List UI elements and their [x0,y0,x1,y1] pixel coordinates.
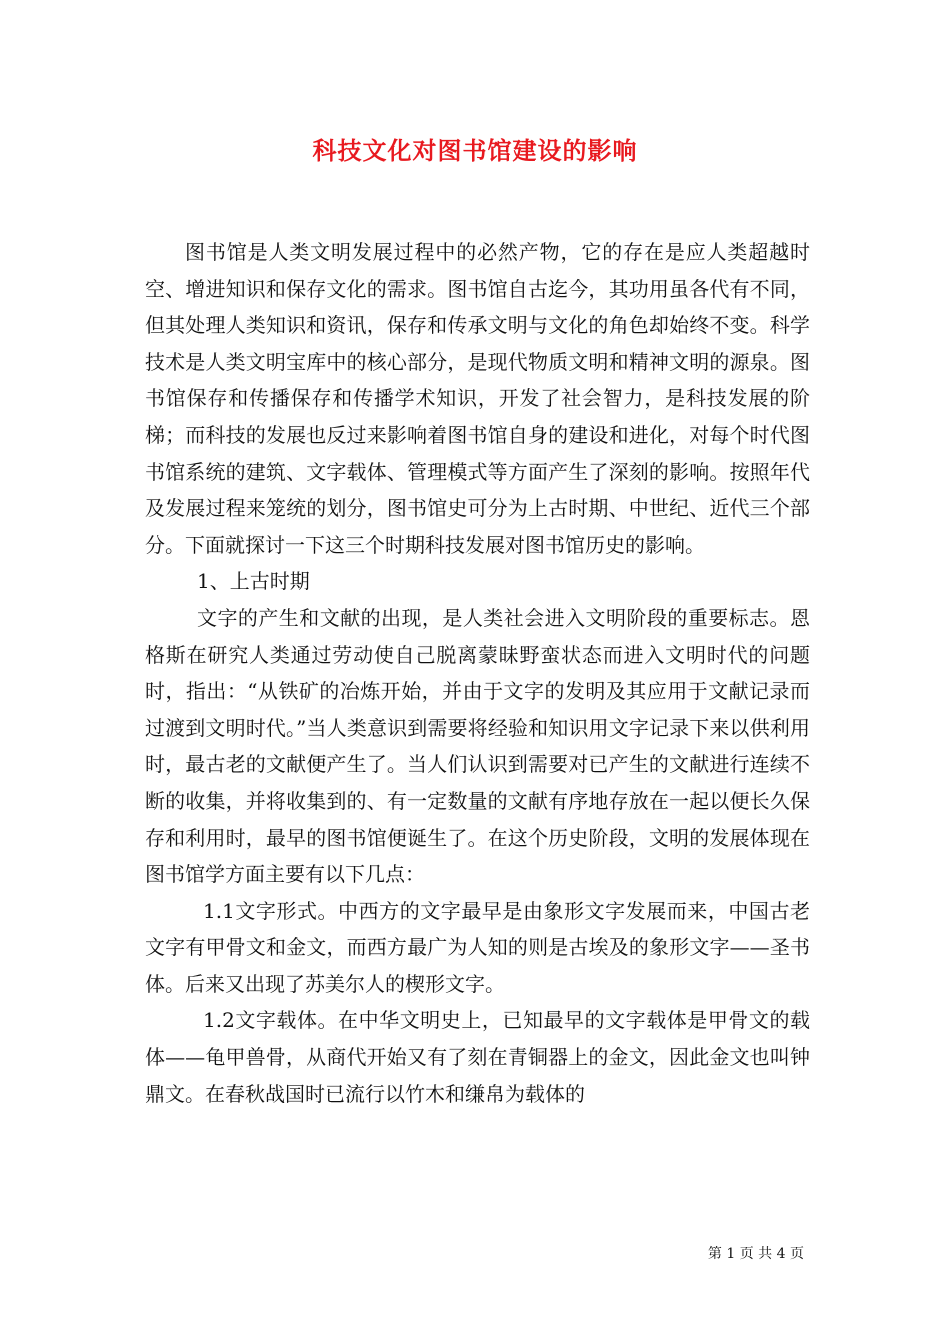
paragraph-text-carrier: 1.2文字载体。在中华文明史上，已知最早的文字载体是甲骨文的载体——龟甲兽骨，从商代开始又有了刻在青铜器上的金文，因此金文也叫钟鼎文。在春秋战国时已流行以竹木和缣帛为载体的 [145,1008,810,1106]
section-heading-ancient: 1、上古时期 [197,569,310,594]
paragraph-ancient: 文字的产生和文献的出现，是人类社会进入文明阶段的重要标志。恩格斯在研究人类通过劳动使自己脱离蒙昧野蛮状态而进入文明时代的问题时，指出：“从铁矿的冶炼开始，并由于文字的发明及其应用于文献记录而过渡到文明时代。”当人类意识到需要将经验和知识用文字记录下来以供利用时，最古老的文献便产生了。当人们认识到需要对已产生的文献进行连续不断的收集，并将收集到的、有一定数量的文献有序地存放在一起以便长久保存和利用时，最早的图书馆便诞生了。在这个历史阶段，文明的发展体现在图书馆学方面主要有以下几点： [145,605,810,887]
page-number-footer: 第 1 页 共 4 页 [707,1246,804,1262]
document-title: 科技文化对图书馆建设的影响 [312,136,638,165]
paragraph-intro: 图书馆是人类文明发展过程中的必然产物，它的存在是应人类超越时空、增进知识和保存文化的需求。图书馆自古迄今，其功用虽各代有不同，但其处理人类知识和资讯，保存和传承文明与文化的角色却始终不变。科学技术是人类文明宝库中的核心部分，是现代物质文明和精神文明的源泉。图书馆保存和传播保存和传播学术知识，开发了社会智力，是科技发展的阶梯；而科技的发展也反过来影响着图书馆自身的建设和进化，对每个时代图书馆系统的建筑、文字载体、管理模式等方面产生了深刻的影响。按照年代及发展过程来笼统的划分，图书馆史可分为上古时期、中世纪、近代三个部分。下面就探讨一下这三个时期科技发展对图书馆历史的影响。 [145,240,810,557]
document-body [145,234,810,1112]
paragraph-text-form: 1.1文字形式。中西方的文字最早是由象形文字发展而来，中国古老文字有甲骨文和金文，而西方最广为人知的则是古埃及的象形文字——圣书体。后来又出现了苏美尔人的楔形文字。 [145,898,810,996]
